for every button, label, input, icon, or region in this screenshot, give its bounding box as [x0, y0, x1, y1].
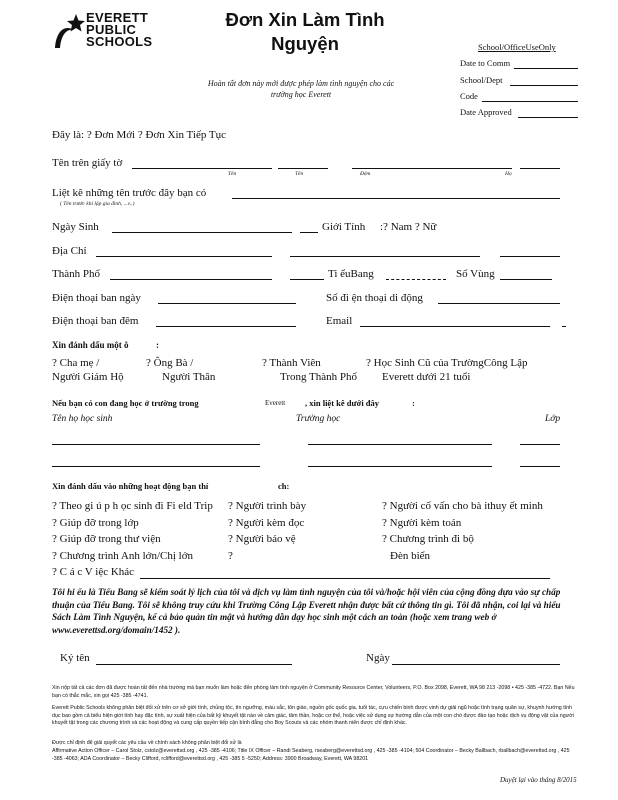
day-phone-field[interactable] [158, 303, 296, 304]
previous-names-field[interactable] [232, 198, 560, 199]
logo-line-2: PUBLIC [86, 22, 137, 37]
child-1-grade-field[interactable] [520, 444, 560, 445]
title-line-1: Đơn Xin Làm Tình [225, 9, 385, 30]
child-2-grade-field[interactable] [520, 466, 560, 467]
zip-label: Số Vùng [456, 268, 495, 280]
children-col-name: Tên họ học sinh [52, 414, 113, 424]
children-heading: Nếu bạn có con đang học ở trường trong [52, 398, 199, 408]
activity-guard[interactable]: ? Người báo vệ [228, 533, 296, 545]
logo-line-3: SCHOOLS [86, 34, 153, 49]
children-col-grade: Lớp [545, 414, 561, 424]
activity-math-tutor[interactable]: ? Người kèm toán [382, 516, 462, 529]
child-2-school-field[interactable] [308, 466, 492, 467]
relation-option-community-line1: ? Thành Viên [262, 357, 321, 369]
address-field-2[interactable] [290, 256, 480, 257]
last-name-field[interactable] [352, 168, 512, 169]
activity-presenter[interactable]: ? Người trình bày [228, 500, 307, 512]
application-type[interactable]: Đây là: ? Đơn Mới ? Đơn Xin Tiếp Tục [52, 129, 226, 141]
signature-label: Ký tên [60, 652, 90, 664]
page-subtitle: Hoàn tất đơn này mới được phép làm tình nguyện cho các trường học Everett [207, 79, 395, 99]
activity-other[interactable]: ? C á c V iệc Khác [52, 566, 135, 578]
code-field[interactable] [482, 101, 578, 102]
name-sub-middle: Tên [295, 171, 304, 177]
state-label: Ti ểuBang [328, 268, 374, 280]
name-on-id-label: Tên trên giấy tờ [52, 157, 123, 169]
relation-option-parent[interactable] [52, 356, 124, 384]
activity-big-sibling[interactable]: ? Chương trình Anh lớn/Chị lớn [52, 549, 194, 562]
middle-name-field[interactable] [278, 168, 328, 169]
mobile-phone-field[interactable] [438, 303, 560, 304]
email-field[interactable] [360, 326, 550, 327]
state-field[interactable] [386, 279, 446, 280]
address-field[interactable] [96, 256, 272, 257]
zip-field[interactable] [500, 279, 552, 280]
date-approved-label: Date Approved [460, 107, 512, 117]
city-label: Thành Phố [52, 268, 100, 280]
gender-label: Giới Tính [322, 221, 366, 233]
star-swoosh-icon [52, 12, 86, 52]
school-dept-field[interactable] [510, 85, 578, 86]
name-sub-first: Tên [228, 171, 237, 177]
children-heading-mid: Everett [265, 399, 286, 407]
date-to-comm-label: Date to Comm [460, 58, 511, 68]
consent-text: Tôi hi ểu là Tiểu Bang sẽ kiểm soát lý lịch của tôi và dịch vụ làm tình nguyện của tôi và/hoặc hội viên của cộng đồng dựa vào sự chấp thuận của Tiểu Bang. Tôi sẽ không truy cứu khi Trường Công Lập Everett nhận được bất cứ thông tin gì. Tôi đã nhận, coi lại và hiểu Sách Làm Tình Nguyện, kể cả bảo quản tin mật và hướng dẫn dạy học sinh một cách an toàn (hoặc xem trang web ở www.everettsd.org/domain/1452 ). [52, 587, 561, 635]
relation-option-community-line2: Trong Thành Phố [280, 371, 358, 383]
email-label: Email [326, 315, 353, 327]
footer-designated: Được chỉ định để giải quyết các yêu cầu về chính sách không phân biệt đối xử là [52, 740, 242, 746]
activity-blank[interactable]: ? [228, 549, 233, 562]
birth-date-extra-field[interactable] [300, 232, 318, 233]
gender-options[interactable]: :? Nam ? Nữ [380, 221, 437, 233]
relation-option-alumni-line1: ? Học Sinh Cũ của TrườngCông Lập [366, 357, 528, 369]
revision-date: Duyệt lại vào tháng 8/2015 [500, 776, 577, 784]
title-line-2: Nguyện [271, 33, 339, 54]
activity-classroom[interactable]: ? Giúp đỡ trong lớp [52, 516, 139, 529]
relation-option-grandparent[interactable] [146, 356, 215, 384]
activities-heading-end: ch: [278, 481, 290, 491]
ho-name-field[interactable] [520, 168, 560, 169]
activity-reading-tutor[interactable]: ? Người kèm đọc [228, 516, 305, 529]
name-sub-ho: Họ [505, 171, 512, 177]
page-title [170, 8, 440, 56]
children-heading-end: , xin liệt kê dưới đây [305, 398, 380, 408]
school-dept-label: School/Dept [460, 75, 503, 85]
previous-names-label: Liệt kê những tên trước đây bạn có [52, 187, 207, 199]
address-label: Địa Chỉ [52, 245, 87, 257]
birth-date-field[interactable] [112, 232, 292, 233]
relation-option-parent-line1: ? Cha mẹ / [52, 357, 100, 369]
mobile-phone-label: Số đi ện thoại di động [326, 292, 423, 304]
date-field[interactable] [392, 664, 560, 665]
evening-phone-label: Điện thoại ban đêm [52, 315, 139, 327]
date-approved-field[interactable] [518, 117, 578, 118]
activity-field-trip[interactable]: ? Theo gi ú p h ọc sinh đi Fi eld Trip [52, 500, 213, 512]
activity-mentor[interactable]: ? Người cố vấn cho bà ithuy ết minh [382, 500, 543, 512]
evening-phone-field[interactable] [156, 326, 296, 327]
child-2-name-field[interactable] [52, 466, 260, 467]
signature-field[interactable] [96, 664, 292, 665]
logo-line-1: EVERETT [86, 10, 149, 25]
relation-option-parent-line2: Người Giám Hộ [52, 371, 124, 383]
relation-option-alumni-line2: Everett dưới 21 tuổi [382, 371, 471, 383]
footer-nondiscrimination: Everett Public Schools không phân biệt đối xử trên cơ sở giới tính, chủng tộc, tín ngưỡng, màu sắc, tôn giáo, nguồn gốc quốc gia, tuổi tác, cựu chiến binh được vinh dự giải ngũ hoặc tình trạng quân sự, khuynh hướng tình dục bao gồm cả biểu hiện giới tính hay đặc tính, sự xuất hiện của bất kỳ khuyết tật nào về cảm giác, tâm thần, hoặc cơ thể, hoặc việc sử dụng sự hướng dẫn của một con chó được đào tạo hoặc dịch vụ động vật của người khuyết tật trong các chương trình và các hoạt động và cung cấp quyền tiếp cận bình đẳng cho Boy Scouts và các nhóm thanh niên được chỉ định khác. [52, 705, 574, 726]
activities-col-3 [382, 498, 543, 564]
relation-heading-colon: : [156, 340, 159, 350]
day-phone-label: Điện thoại ban ngày [52, 292, 141, 304]
activity-other-field[interactable] [140, 578, 550, 579]
office-use-heading: School/OfficeUseOnly [478, 42, 556, 52]
footer-contacts: Affirmative Action Officer – Carol Stolz, cstolz@everettsd.org , 425 -385 -4106; Title IX Officer – Randi Seaberg, rseaberg@everettsd.org , 425 -385 -4104; 504 Coordinator – Becky Ballbach, rballbach@everettsd.org , 425 -385 -4063; ADA Coordinator – Becky Clifford, rclifford@everettsd.org , 425 -385 5 -5250; Address: 3900 Broadway, Everett, WA 98201 [52, 748, 570, 762]
relation-heading: Xin đánh dấu một ô [52, 340, 129, 350]
children-col-school: Trường học [296, 414, 341, 424]
relation-option-community[interactable] [262, 356, 357, 384]
children-heading-colon: : [412, 398, 415, 408]
city-field-2[interactable] [290, 279, 324, 280]
name-sub-last: Đệm [360, 171, 371, 177]
city-field[interactable] [110, 279, 272, 280]
activities-col-1 [52, 498, 213, 581]
code-label: Code [460, 91, 478, 101]
previous-names-hint: ( Tên trước khi lập gia đình, ...v..) [60, 201, 135, 207]
logo-text [86, 12, 176, 48]
activities-col-2 [228, 498, 306, 564]
email-field-end [562, 326, 566, 327]
activities-heading: Xin đánh dấu vào những hoạt động bạn thí [52, 481, 209, 491]
child-1-name-field[interactable] [52, 444, 260, 445]
footer-submit-note: Xin nộp tất cả các đơn đã được hoàn tất đến nhà trường mà bạn muốn làm hoặc đến phòng làm tình nguyện ở Community Resource Center, Volunteers, P.O. Box 2098, Everett, WA 98 213 -2098 • 425 -385 -4722. Bạn Nếu bạn có thắc mắc, xin gọi 425 -385 -4741. [52, 685, 575, 699]
relation-option-alumni[interactable] [366, 356, 528, 384]
activity-lighthouse[interactable]: Đèn biển [390, 549, 431, 562]
relation-option-grandparent-line2: Người Thân [162, 371, 216, 383]
relation-option-grandparent-line1: ? Ông Bà / [146, 357, 194, 369]
date-to-comm-field[interactable] [514, 68, 578, 69]
first-name-field[interactable] [132, 168, 272, 169]
date-label: Ngày [366, 652, 390, 664]
address-field-3[interactable] [500, 256, 560, 257]
child-1-school-field[interactable] [308, 444, 492, 445]
activity-walking[interactable]: ? Chương trình đi bộ [382, 533, 474, 545]
activity-library[interactable]: ? Giúp đỡ trong thư viện [52, 533, 161, 545]
birth-date-label: Ngày Sinh [52, 221, 99, 233]
